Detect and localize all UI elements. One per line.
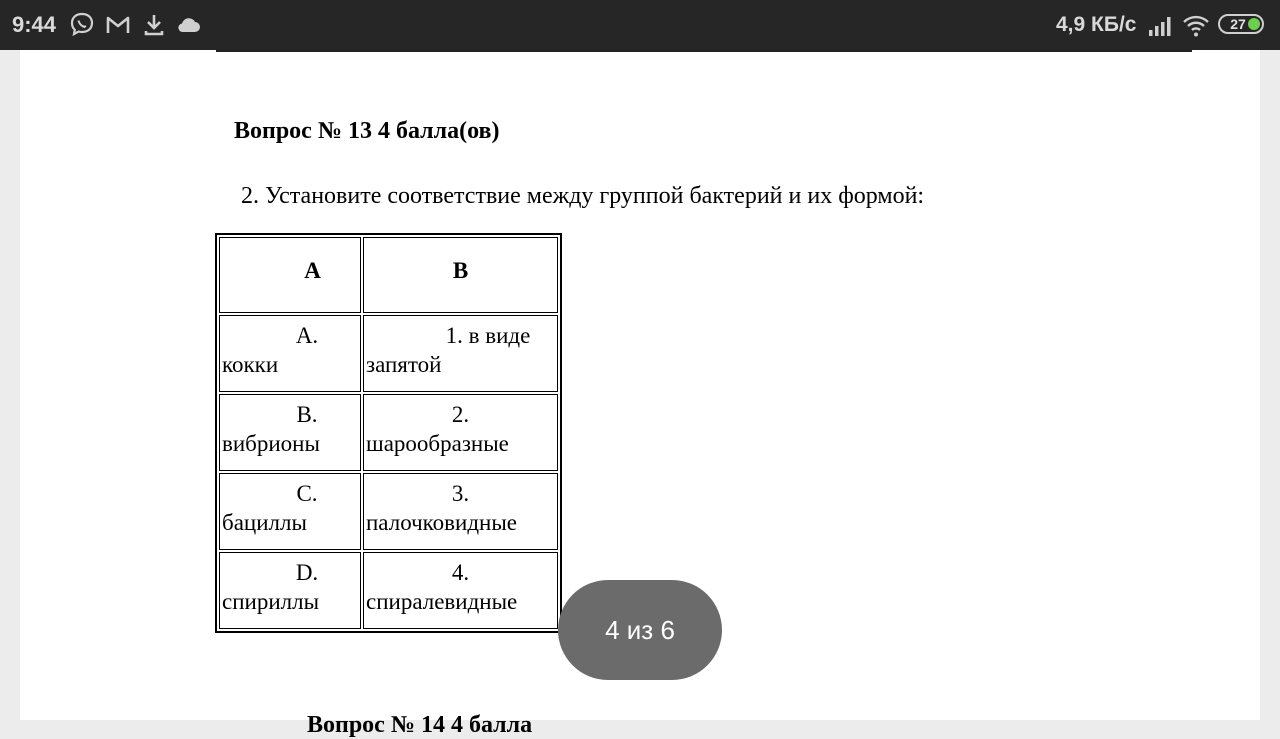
wifi-icon <box>1182 12 1210 40</box>
cell-group <box>219 394 361 471</box>
cell-shape <box>363 473 558 550</box>
table-header-row <box>219 237 558 313</box>
group-letter: D. <box>295 560 319 585</box>
table-row <box>219 473 558 550</box>
shape-number: 2. <box>451 402 470 427</box>
download-icon <box>140 11 168 39</box>
header-a-label: А <box>304 258 321 283</box>
cloud-icon <box>174 11 202 39</box>
group-letter: А. <box>295 323 319 348</box>
shape-number: 1. в виде <box>445 323 531 348</box>
page-divider <box>216 50 1192 52</box>
question-13-text: 2. Установите соответствие между группой бактерий и их формой: <box>241 183 925 209</box>
question-13-title: Вопрос № 13 4 балла(ов) <box>234 118 500 144</box>
shape-name: запятой <box>366 352 442 377</box>
matching-table <box>215 233 562 633</box>
table-row <box>219 552 558 629</box>
battery-charge-icon <box>1248 18 1260 30</box>
table-row <box>219 394 558 471</box>
signal-icon <box>1146 12 1174 40</box>
cell-group <box>219 473 361 550</box>
cell-group <box>219 315 361 392</box>
battery-indicator <box>1218 14 1264 34</box>
header-cell-a <box>219 237 361 313</box>
shape-name: шарообразные <box>366 431 509 456</box>
question-14-title: Вопрос № 14 4 балла <box>307 712 533 738</box>
battery-level: 27 <box>1230 16 1246 32</box>
shape-name: палочковидные <box>366 510 518 535</box>
table-row <box>219 315 558 392</box>
group-name: кокки <box>222 352 279 377</box>
group-name: спириллы <box>222 589 320 614</box>
viber-icon <box>68 11 96 39</box>
header-b-label: В <box>452 258 469 283</box>
shape-number: 4. <box>451 560 470 585</box>
cell-shape <box>363 315 558 392</box>
cell-shape <box>363 394 558 471</box>
group-name: бациллы <box>222 510 307 535</box>
status-bar <box>0 0 1280 50</box>
network-speed: 4,9 КБ/с <box>1056 13 1137 36</box>
shape-name: спиралевидные <box>366 589 518 614</box>
gmail-icon <box>104 11 132 39</box>
cell-shape <box>363 552 558 629</box>
shape-number: 3. <box>451 481 470 506</box>
header-cell-b <box>363 237 558 313</box>
group-letter: С. <box>296 481 318 506</box>
group-letter: В. <box>296 402 318 427</box>
group-name: вибрионы <box>222 431 320 456</box>
page-indicator[interactable]: 4 из 6 <box>558 580 722 680</box>
status-time: 9:44 <box>12 12 57 37</box>
cell-group <box>219 552 361 629</box>
